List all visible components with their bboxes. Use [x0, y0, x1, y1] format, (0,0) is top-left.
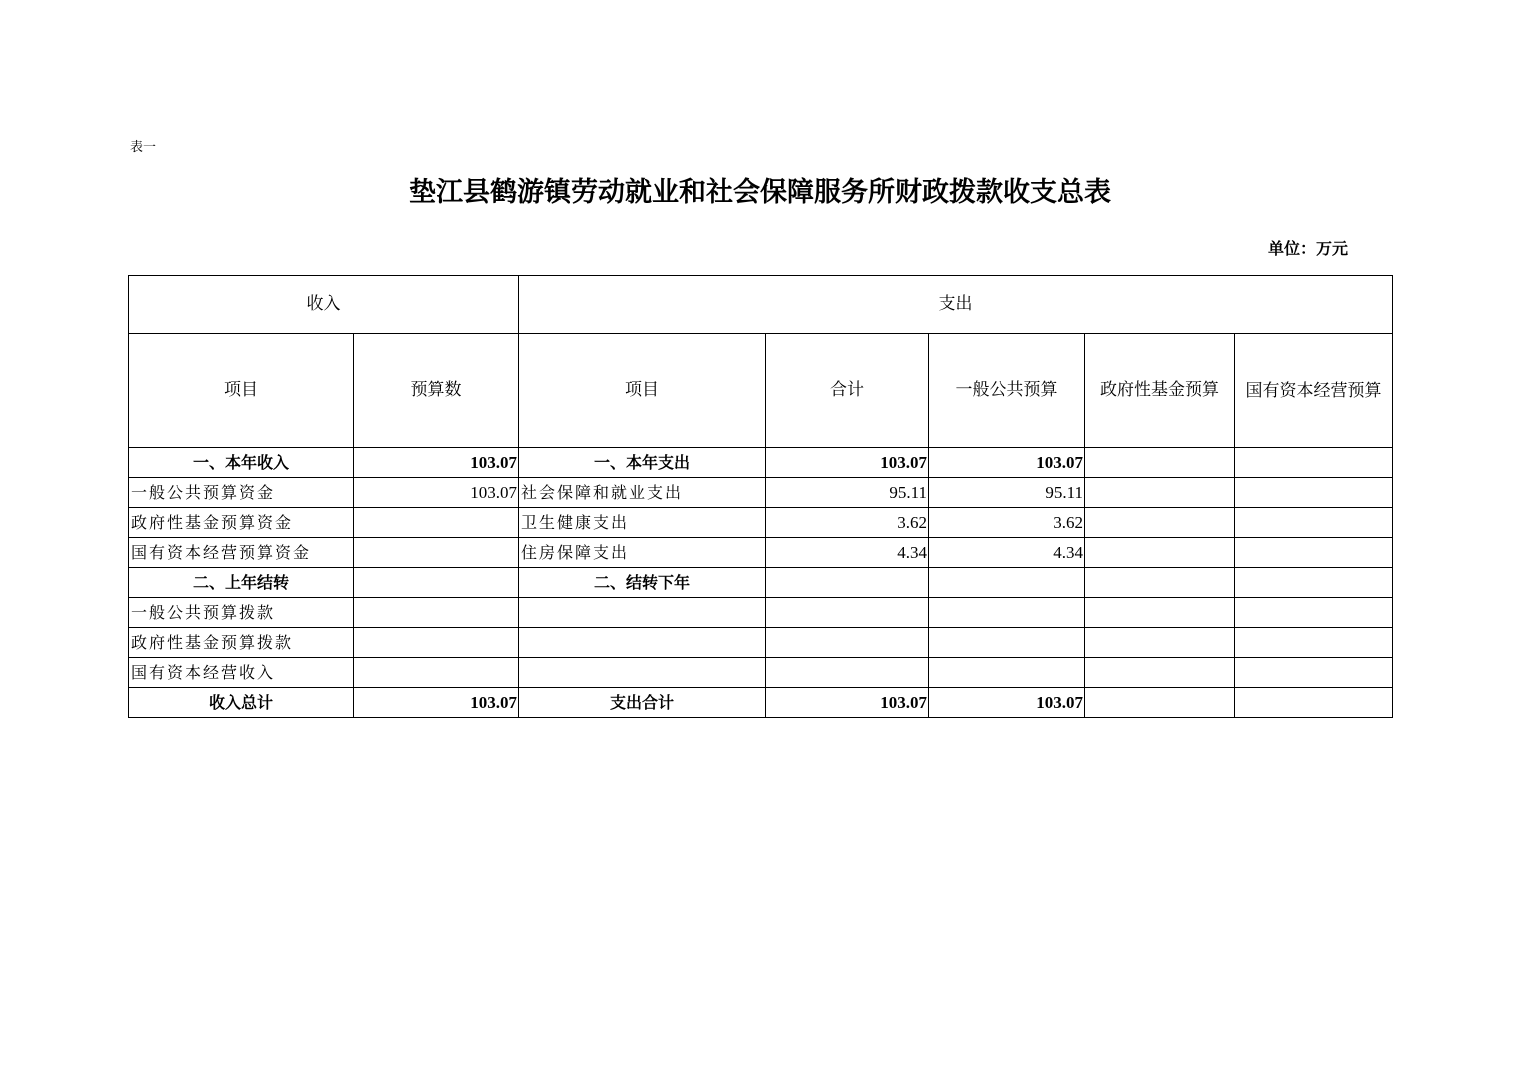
table-label: 表一	[130, 140, 157, 155]
general-value: 95.11	[929, 478, 1085, 508]
general-value: 4.34	[929, 538, 1085, 568]
expense-item: 卫生健康支出	[519, 508, 766, 538]
income-item: 一、本年收入	[129, 448, 354, 478]
expense-total-label: 支出合计	[519, 688, 766, 718]
capital-value	[1235, 478, 1393, 508]
total-value	[766, 658, 929, 688]
capital-value	[1235, 568, 1393, 598]
expense-item: 二、结转下年	[519, 568, 766, 598]
general-budget-header: 一般公共预算	[929, 334, 1085, 448]
total-value: 95.11	[766, 478, 929, 508]
income-item: 国有资本经营收入	[129, 658, 354, 688]
general-value: 3.62	[929, 508, 1085, 538]
fund-value	[1085, 508, 1235, 538]
total-value: 3.62	[766, 508, 929, 538]
capital-value	[1235, 628, 1393, 658]
expense-item	[519, 598, 766, 628]
income-item: 一般公共预算拨款	[129, 598, 354, 628]
budget-table	[128, 275, 1393, 718]
capital-value	[1235, 538, 1393, 568]
fund-value	[1085, 478, 1235, 508]
capital-value	[1235, 508, 1393, 538]
total-value: 103.07	[766, 448, 929, 478]
income-header: 收入	[129, 276, 519, 334]
table-row	[129, 598, 1393, 628]
table-row-total	[129, 688, 1393, 718]
income-item-header: 项目	[129, 334, 354, 448]
expense-total-value: 103.07	[766, 688, 929, 718]
general-value: 103.07	[929, 448, 1085, 478]
expense-header: 支出	[519, 276, 1393, 334]
income-value: 103.07	[354, 478, 519, 508]
capital-total-value	[1235, 688, 1393, 718]
table-row	[129, 628, 1393, 658]
income-total-value: 103.07	[354, 688, 519, 718]
fund-value	[1085, 568, 1235, 598]
capital-value	[1235, 598, 1393, 628]
expense-item: 一、本年支出	[519, 448, 766, 478]
fund-value	[1085, 538, 1235, 568]
table-row	[129, 658, 1393, 688]
fund-value	[1085, 448, 1235, 478]
table-row	[129, 538, 1393, 568]
expense-item: 住房保障支出	[519, 538, 766, 568]
expense-item	[519, 658, 766, 688]
table-row	[129, 568, 1393, 598]
income-item: 政府性基金预算拨款	[129, 628, 354, 658]
total-value	[766, 628, 929, 658]
expense-item: 社会保障和就业支出	[519, 478, 766, 508]
gov-fund-budget-header: 政府性基金预算	[1085, 334, 1235, 448]
income-value	[354, 568, 519, 598]
state-capital-budget-header: 国有资本经营预算	[1235, 334, 1393, 448]
expense-item	[519, 628, 766, 658]
table-row	[129, 508, 1393, 538]
income-item: 政府性基金预算资金	[129, 508, 354, 538]
table-row	[129, 478, 1393, 508]
fund-total-value	[1085, 688, 1235, 718]
income-item: 一般公共预算资金	[129, 478, 354, 508]
general-value	[929, 568, 1085, 598]
total-header: 合计	[766, 334, 929, 448]
table-row	[129, 448, 1393, 478]
capital-value	[1235, 658, 1393, 688]
general-value	[929, 628, 1085, 658]
income-value	[354, 538, 519, 568]
income-budget-header: 预算数	[354, 334, 519, 448]
page-title: 垫江县鹤游镇劳动就业和社会保障服务所财政拨款收支总表	[409, 177, 1111, 208]
expense-item-header: 项目	[519, 334, 766, 448]
general-total-value: 103.07	[929, 688, 1085, 718]
income-total-label: 收入总计	[129, 688, 354, 718]
income-value	[354, 598, 519, 628]
income-item: 国有资本经营预算资金	[129, 538, 354, 568]
total-value	[766, 568, 929, 598]
general-value	[929, 598, 1085, 628]
income-value	[354, 658, 519, 688]
unit-label: 单位：万元	[1268, 239, 1349, 258]
fund-value	[1085, 628, 1235, 658]
total-value: 4.34	[766, 538, 929, 568]
capital-value	[1235, 448, 1393, 478]
fund-value	[1085, 658, 1235, 688]
general-value	[929, 658, 1085, 688]
income-item: 二、上年结转	[129, 568, 354, 598]
fund-value	[1085, 598, 1235, 628]
income-value	[354, 628, 519, 658]
total-value	[766, 598, 929, 628]
income-value: 103.07	[354, 448, 519, 478]
income-value	[354, 508, 519, 538]
